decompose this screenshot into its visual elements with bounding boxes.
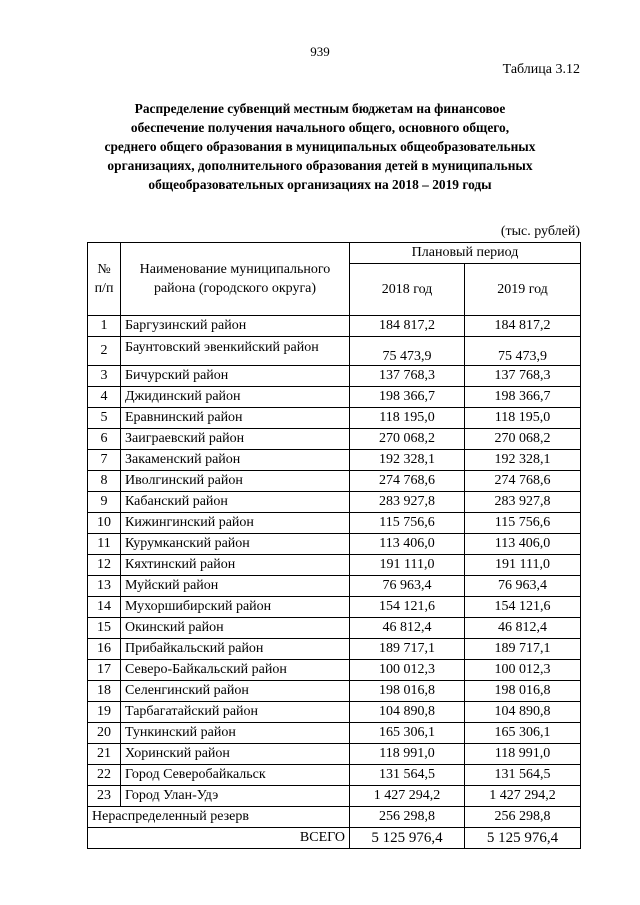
- row-value-2019: 113 406,0: [465, 534, 581, 555]
- table-row: [88, 316, 581, 337]
- table-row: [88, 681, 581, 702]
- row-num: 1: [88, 316, 121, 337]
- table-row: [88, 366, 581, 387]
- row-value-2019: 46 812,4: [465, 618, 581, 639]
- table-row: [88, 702, 581, 723]
- row-name: Прибайкальский район: [121, 639, 350, 660]
- table-label: Таблица 3.12: [502, 62, 580, 77]
- total-label: ВСЕГО: [88, 828, 350, 849]
- row-value-2019: 192 328,1: [465, 450, 581, 471]
- row-num: 8: [88, 471, 121, 492]
- row-num: 15: [88, 618, 121, 639]
- table-row: [88, 555, 581, 576]
- row-num: 18: [88, 681, 121, 702]
- total-row: [88, 828, 581, 849]
- table-row: [88, 618, 581, 639]
- row-num: 3: [88, 366, 121, 387]
- row-value-2018: 113 406,0: [350, 534, 465, 555]
- table-row: [88, 513, 581, 534]
- row-value-2018: 46 812,4: [350, 618, 465, 639]
- reserve-value-2019: 256 298,8: [465, 807, 581, 828]
- row-value-2018: 75 473,9: [350, 337, 465, 366]
- table-row: [88, 786, 581, 807]
- reserve-label: Нераспределенный резерв: [88, 807, 350, 828]
- table-row: [88, 492, 581, 513]
- row-value-2019: 76 963,4: [465, 576, 581, 597]
- row-num: 22: [88, 765, 121, 786]
- row-value-2018: 100 012,3: [350, 660, 465, 681]
- row-value-2019: 137 768,3: [465, 366, 581, 387]
- row-num: 23: [88, 786, 121, 807]
- row-num: 10: [88, 513, 121, 534]
- row-name: Хоринский район: [121, 744, 350, 765]
- row-value-2018: 165 306,1: [350, 723, 465, 744]
- title-line: обеспечение получения начального общего, основного общего,: [130, 120, 510, 135]
- row-value-2018: 137 768,3: [350, 366, 465, 387]
- total-value-2018: 5 125 976,4: [350, 828, 465, 849]
- row-num: 16: [88, 639, 121, 660]
- table-row: [88, 744, 581, 765]
- row-value-2019: 198 016,8: [465, 681, 581, 702]
- table-row: [88, 576, 581, 597]
- row-name: Еравнинский район: [121, 408, 350, 429]
- row-value-2019: 104 890,8: [465, 702, 581, 723]
- subvention-table: [87, 242, 581, 849]
- table-row: [88, 337, 581, 366]
- row-value-2019: 191 111,0: [465, 555, 581, 576]
- header-year-2018: 2018 год: [350, 264, 465, 316]
- row-num: 17: [88, 660, 121, 681]
- table-row: [88, 597, 581, 618]
- row-num: 12: [88, 555, 121, 576]
- title-line: Распределение субвенций местным бюджетам на финансовое: [134, 101, 506, 116]
- row-num: 20: [88, 723, 121, 744]
- row-value-2019: 115 756,6: [465, 513, 581, 534]
- header-name: Наименование муниципального района (городского округа): [121, 243, 350, 316]
- row-num: 7: [88, 450, 121, 471]
- table-row: [88, 387, 581, 408]
- row-value-2018: 1 427 294,2: [350, 786, 465, 807]
- header-year-2019: 2019 год: [465, 264, 581, 316]
- table-body: [88, 316, 581, 849]
- row-name: Иволгинский район: [121, 471, 350, 492]
- row-value-2019: 154 121,6: [465, 597, 581, 618]
- title-line: среднего общего образования в муниципальных общеобразовательных: [104, 139, 536, 154]
- row-name: Баунтовский эвенкийский район: [121, 337, 350, 366]
- row-name: Тункинский район: [121, 723, 350, 744]
- row-value-2019: 131 564,5: [465, 765, 581, 786]
- row-num: 11: [88, 534, 121, 555]
- row-name: Мухоршибирский район: [121, 597, 350, 618]
- row-name: Курумканский район: [121, 534, 350, 555]
- row-num: 5: [88, 408, 121, 429]
- row-name: Город Северобайкальск: [121, 765, 350, 786]
- row-value-2018: 189 717,1: [350, 639, 465, 660]
- table-row: [88, 471, 581, 492]
- row-num: 21: [88, 744, 121, 765]
- row-value-2019: 1 427 294,2: [465, 786, 581, 807]
- row-num: 14: [88, 597, 121, 618]
- table-row: [88, 408, 581, 429]
- units-label: (тыс. рублей): [500, 224, 580, 239]
- row-name: Тарбагатайский район: [121, 702, 350, 723]
- table-row: [88, 639, 581, 660]
- row-value-2018: 118 195,0: [350, 408, 465, 429]
- row-value-2018: 76 963,4: [350, 576, 465, 597]
- row-value-2018: 192 328,1: [350, 450, 465, 471]
- row-value-2018: 131 564,5: [350, 765, 465, 786]
- table-row: [88, 534, 581, 555]
- row-value-2018: 198 366,7: [350, 387, 465, 408]
- row-value-2019: 165 306,1: [465, 723, 581, 744]
- row-name: Кяхтинский район: [121, 555, 350, 576]
- page-number: 939: [310, 44, 330, 59]
- row-num: 2: [88, 337, 121, 366]
- row-value-2018: 115 756,6: [350, 513, 465, 534]
- table-row: [88, 765, 581, 786]
- title-line: организациях, дополнительного образования детей в муниципальных: [107, 158, 533, 173]
- table-row: [88, 429, 581, 450]
- total-value-2019: 5 125 976,4: [465, 828, 581, 849]
- row-value-2018: 154 121,6: [350, 597, 465, 618]
- row-value-2018: 198 016,8: [350, 681, 465, 702]
- row-name: Баргузинский район: [121, 316, 350, 337]
- table-row: [88, 660, 581, 681]
- row-num: 4: [88, 387, 121, 408]
- row-name: Северо-Байкальский район: [121, 660, 350, 681]
- row-name: Джидинский район: [121, 387, 350, 408]
- row-value-2018: 104 890,8: [350, 702, 465, 723]
- row-value-2019: 118 991,0: [465, 744, 581, 765]
- reserve-row: [88, 807, 581, 828]
- row-name: Окинский район: [121, 618, 350, 639]
- row-name: Кабанский район: [121, 492, 350, 513]
- row-value-2018: 270 068,2: [350, 429, 465, 450]
- row-num: 13: [88, 576, 121, 597]
- row-value-2019: 270 068,2: [465, 429, 581, 450]
- row-value-2019: 184 817,2: [465, 316, 581, 337]
- table-row: [88, 450, 581, 471]
- row-value-2019: 274 768,6: [465, 471, 581, 492]
- row-value-2019: 118 195,0: [465, 408, 581, 429]
- row-name: Закаменский район: [121, 450, 350, 471]
- row-value-2018: 191 111,0: [350, 555, 465, 576]
- row-value-2019: 75 473,9: [465, 337, 581, 366]
- row-value-2018: 118 991,0: [350, 744, 465, 765]
- row-name: Заиграевский район: [121, 429, 350, 450]
- row-value-2019: 100 012,3: [465, 660, 581, 681]
- row-name: Кижингинский район: [121, 513, 350, 534]
- row-value-2018: 274 768,6: [350, 471, 465, 492]
- row-name: Город Улан-Удэ: [121, 786, 350, 807]
- row-value-2018: 184 817,2: [350, 316, 465, 337]
- row-name: Бичурский район: [121, 366, 350, 387]
- row-num: 19: [88, 702, 121, 723]
- table-title: [60, 99, 580, 194]
- header-period: Плановый период: [350, 243, 581, 264]
- table-row: [88, 723, 581, 744]
- row-num: 9: [88, 492, 121, 513]
- reserve-value-2018: 256 298,8: [350, 807, 465, 828]
- row-value-2019: 283 927,8: [465, 492, 581, 513]
- row-value-2018: 283 927,8: [350, 492, 465, 513]
- header-num: № п/п: [88, 243, 121, 316]
- row-num: 6: [88, 429, 121, 450]
- row-value-2019: 189 717,1: [465, 639, 581, 660]
- row-value-2019: 198 366,7: [465, 387, 581, 408]
- row-name: Муйский район: [121, 576, 350, 597]
- title-line: общеобразовательных организациях на 2018 – 2019 годы: [148, 177, 492, 192]
- row-name: Селенгинский район: [121, 681, 350, 702]
